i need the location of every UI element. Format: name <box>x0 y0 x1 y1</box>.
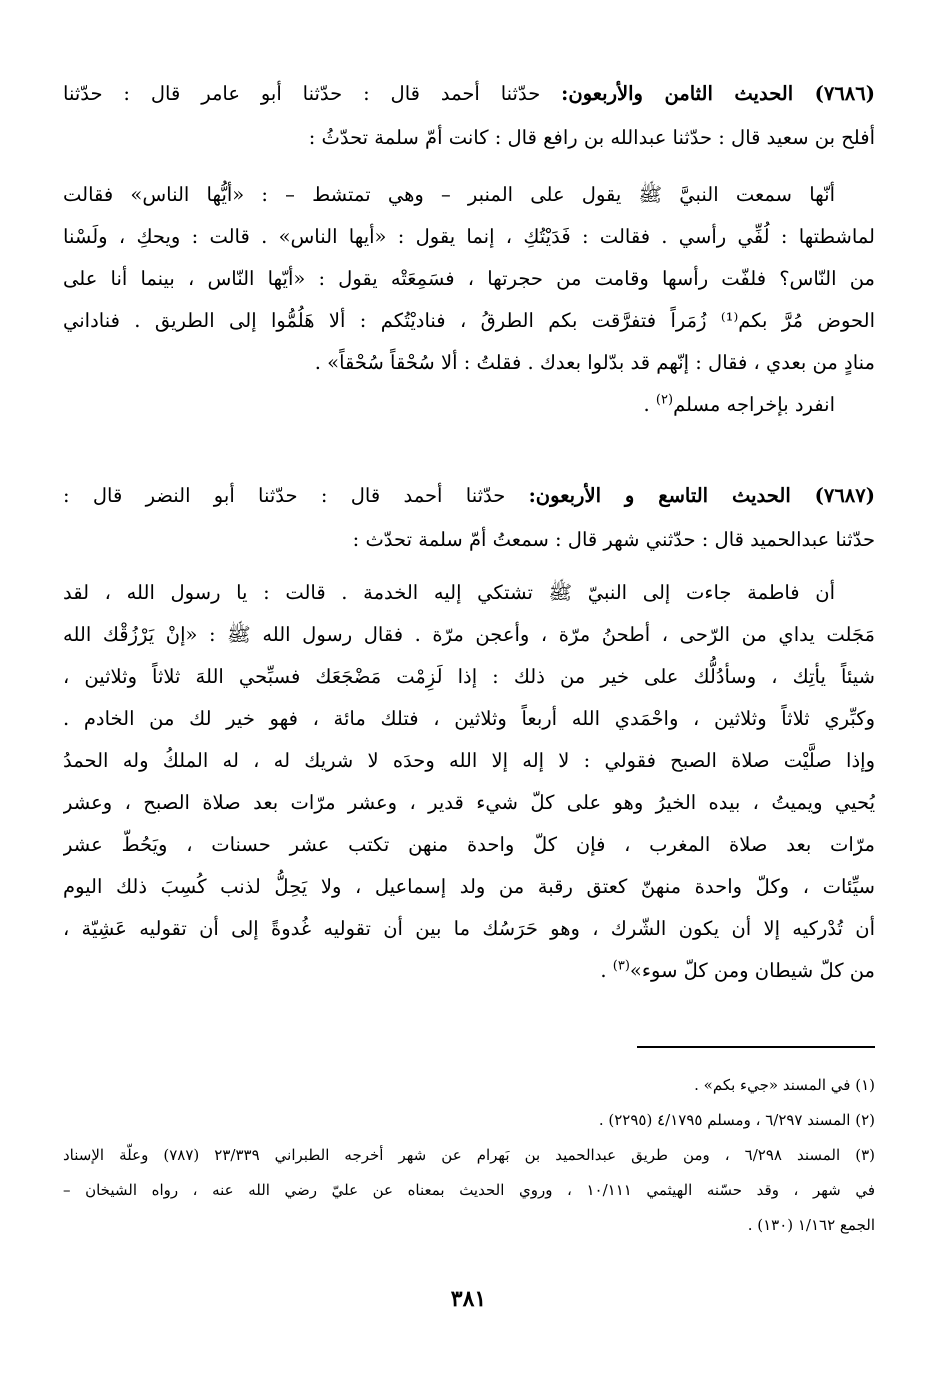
hadith-48-note: انفرد بإخراجه مسلم <box>673 393 835 416</box>
hadith-48-note-end: . <box>643 393 656 416</box>
hadith-48-heading-line <box>63 72 875 116</box>
footnote-ref-2: (٢) <box>655 392 674 408</box>
hadith-49-matn-line-4: وكبِّري ثلاثاً وثلاثين ، واحْمَدي الله أربعاً وثلاثين ، فتلك مائة ، فهو خير لك من الخادم . <box>63 707 875 730</box>
footnote-ref-3: (٣) <box>612 958 630 974</box>
hadith-49-matn-line-6: يُحيي ويميتُ ، بيده الخيرُ وهو على كلّ شيء قدير ، وعشر مرّات بعد صلاة الصبح ، وعشر <box>63 791 875 814</box>
hadith-49-heading-line <box>63 474 875 518</box>
hadith-49-matn-line-9: أن تُدْركيه إلا أن يكون الشّرك ، وهو حَرَسُك ما بين أن تقوليه غُدوةً إلى أن تقوليه عَشِيّة ، <box>63 917 875 940</box>
hadith-49-isnad <box>63 474 875 562</box>
hadith-48-note-line <box>63 384 875 426</box>
footnote-separator <box>637 1046 875 1048</box>
hadith-49-matn-line-5: وإذا صلَّيْت صلاة الصبح فقولي : لا إله إلا الله وحدَه لا شريك له ، له الملكُ وله الحمدُ <box>63 749 875 772</box>
hadith-49-matn-last: من كلّ شيطان ومن كلّ سوء» <box>629 959 875 982</box>
hadith-48-isnad <box>63 72 875 160</box>
hadith-48-heading: (٧٦٨٦) الحديث الثامن والأربعون: <box>561 82 875 105</box>
hadith-48-isnad-line-1: حدّثنا أحمد قال : حدّثنا أبو عامر قال : حدّثنا <box>63 82 541 105</box>
hadith-48-matn-line-5: منادٍ من بعدي ، فقال : إنّهم قد بدّلوا بعدك . فقلتُ : ألا سُحْقاً سُحْقاً» . <box>314 351 875 374</box>
footnote-1: (١) في المسند «جيء بكم» . <box>694 1076 875 1094</box>
hadith-48-matn-line-4: الحوض مُرَّ بكم⁽¹⁾ زُمَراً فتفرَّقت بكم الطرقُ ، فناديْتُكم : ألا هَلُمُّوا إلى الطريق . فناداني <box>63 309 875 332</box>
hadith-49-matn-line-7: مرّات بعد صلاة المغرب ، فإن كلّ واحدة منهن تكتب عشر حسنات ، ويَحُطّ عشر <box>63 833 875 856</box>
hadith-49-matn-line-8: سيِّئات ، وكلّ واحدة منهنّ كعتق رقبة من ولد إسماعيل ، ولا يَحِلُّ لذنب كُسِبَ ذلك اليوم <box>63 875 875 898</box>
hadith-49-matn-end: . <box>600 959 613 982</box>
hadith-49-matn-line-3: شيئاً يأتِك ، وسأدُلُّك على خير من ذلك : إذا لَزِمْت مَضْجَعَك فسبِّحي اللهَ ثلاثاً وثلاثين ، <box>63 665 875 688</box>
hadith-49-heading: (٧٦٨٧) الحديث التاسع و الأربعون: <box>528 484 875 507</box>
hadith-49-matn-line-2: مَجَلت يداي من الرّحى ، أطحنُ مرّة ، وأعجن مرّة . فقال رسول الله ﷺ : «إنْ يَرْزُقْك الله <box>63 623 875 646</box>
hadith-49-isnad-line-2: حدّثنا عبدالحميد قال : حدّثني شهر قال : سمعتُ أمّ سلمة تحدّث : <box>352 528 875 551</box>
hadith-49-matn <box>63 572 875 992</box>
footnote-3-line-2: في شهر ، وقد حسّنه الهيثمي ١٠/١١١ ، وروي الحديث بمعناه عن عليّ رضي الله عنه ، رواه الشيخان – <box>63 1181 875 1199</box>
hadith-49-isnad-line-1: حدّثنا أحمد قال : حدّثنا أبو النضر قال : <box>63 484 506 507</box>
hadith-48-matn-line-3: من النّاس؟ فلفّت رأسها وقامت من حجرتها ، فسَمِعَتْه يقول : «أيّها النّاس ، بينما أنا على <box>63 267 875 290</box>
hadith-48-isnad-line-2: أفلح بن سعيد قال : حدّثنا عبدالله بن رافع قال : كانت أمّ سلمة تحدّثُ : <box>308 126 875 149</box>
footnote-2: (٢) المسند ٦/٢٩٧ ، ومسلم ٤/١٧٩٥ (٢٢٩٥) . <box>598 1111 875 1129</box>
footnotes <box>63 1068 875 1243</box>
page-number: ٣٨١ <box>450 1286 487 1312</box>
hadith-49-matn-line-10 <box>63 950 875 992</box>
footnote-3-line-1: (٣) المسند ٦/٢٩٨ ، ومن طريق عبدالحميد بن بَهرام عن شهر أخرجه الطبراني ٢٣/٣٣٩ (٧٨٧) وعلّة الإسناد <box>63 1146 875 1164</box>
hadith-49-matn-line-1: أن فاطمة جاءت إلى النبيّ ﷺ تشتكي إليه الخدمة . قالت : يا رسول الله ، لقد <box>63 581 835 604</box>
hadith-48-matn-line-1: أنّها سمعت النبيَّ ﷺ يقول على المنبر – وهي تمتشط – : «أيُّها الناس» فقالت <box>63 183 835 206</box>
hadith-48-matn <box>63 174 875 426</box>
footnote-3-line-3: الجمع ١/١٦٢ (١٣٠) . <box>747 1216 875 1234</box>
hadith-48-matn-line-2: لماشطتها : لُفِّي رأسي . فقالت : فَدَيْتُكِ ، إنما يقول : «أيها الناس» . قالت : ويحكِ ، ولَسْنا <box>63 225 875 248</box>
